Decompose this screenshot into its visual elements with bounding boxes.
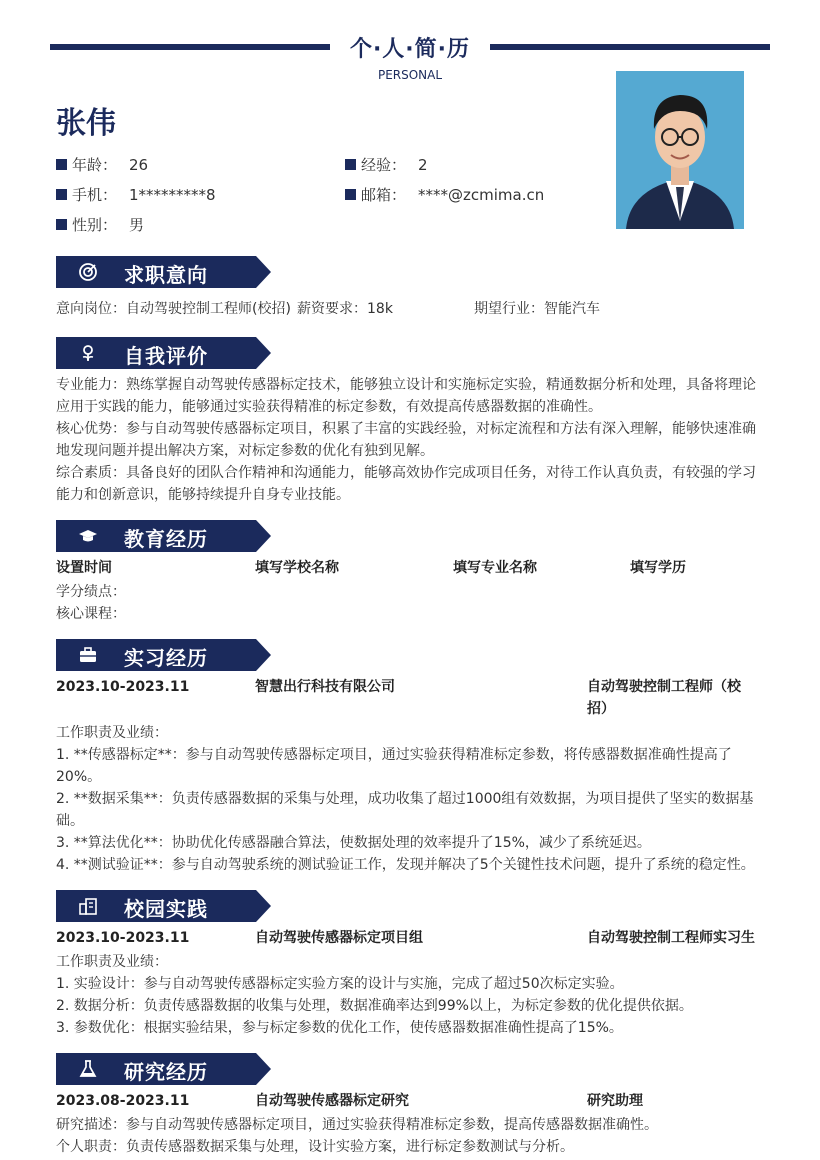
intern-item-4: 4. **测试验证**：参与自动驾驶系统的测试验证工作，发现并解决了5个关键性技术问题，提升了系统的稳定性。 <box>56 857 755 873</box>
bullet-square-icon <box>56 159 67 170</box>
research-project: 自动驾驶传感器标定研究 <box>255 1093 409 1109</box>
intern-item-2: 2. **数据采集**：负责传感器数据的采集与处理，成功收集了超过1000组有效数据，为项目提供了坚实的数据基础。 <box>56 791 754 829</box>
intent-salary: 薪资要求：18k <box>297 301 393 317</box>
bullet-square-icon <box>56 219 67 230</box>
bullet-square-icon <box>345 189 356 200</box>
campus-item-2: 2. 数据分析：负责传感器数据的收集与处理，数据准确率达到99%以上，为标定参数的优化提供依据。 <box>56 998 693 1014</box>
gender-field: 性别： 男 <box>56 214 144 235</box>
candidate-name: 张伟 <box>56 106 116 141</box>
bullet-square-icon <box>345 159 356 170</box>
resume-subtitle: PERSONAL <box>377 68 443 82</box>
intent-position: 意向岗位：自动驾驶控制工程师(校招) <box>56 301 291 317</box>
experience-field: 经验： 2 <box>345 154 428 175</box>
target-icon <box>78 262 98 282</box>
campus-time: 2023.10-2023.11 <box>56 930 190 946</box>
edu-school: 填写学校名称 <box>255 560 339 576</box>
graduation-cap-icon <box>78 526 98 546</box>
campus-duty-label: 工作职责及业绩： <box>56 954 168 970</box>
section-header-education: 教育经历 <box>56 520 271 552</box>
section-header-intent: 求职意向 <box>56 256 271 288</box>
header-line-right <box>490 44 770 50</box>
edu-gpa: 学分绩点： <box>56 584 126 600</box>
campus-role: 自动驾驶控制工程师实习生 <box>587 930 755 946</box>
age-field: 年龄： 26 <box>56 154 148 175</box>
self-eval-professional: 专业能力：熟练掌握自动驾驶传感器标定技术，能够独立设计和实施标定实验，精通数据分析和处理，具备将理论应用于实践的能力，能够通过实验获得精准的标定参数，有效提高传感器数据的准确性。 <box>56 377 756 415</box>
section-header-campus: 校园实践 <box>56 890 271 922</box>
section-header-research: 研究经历 <box>56 1053 271 1085</box>
intern-time: 2023.10-2023.11 <box>56 679 190 695</box>
intern-company: 智慧出行科技有限公司 <box>255 679 395 695</box>
flower-icon <box>78 343 98 363</box>
section-header-self-eval: 自我评价 <box>56 337 271 369</box>
intent-industry: 期望行业：智能汽车 <box>474 301 600 317</box>
campus-item-3: 3. 参数优化：根据实验结果，参与标定参数的优化工作，使传感器数据准确性提高了15%。 <box>56 1020 623 1036</box>
phone-field: 手机： 1*********8 <box>56 184 216 205</box>
campus-item-1: 1. 实验设计：参与自动驾驶传感器标定实验方案的设计与实施，完成了超过50次标定实验。 <box>56 976 624 992</box>
edu-major: 填写专业名称 <box>453 560 537 576</box>
edu-courses: 核心课程： <box>56 606 126 622</box>
intern-duty-label: 工作职责及业绩： <box>56 725 168 741</box>
email-field: 邮箱： ****@zcmima.cn <box>345 184 544 205</box>
research-description: 研究描述：参与自动驾驶传感器标定项目，通过实验获得精准标定参数，提高传感器数据准确性。 <box>56 1117 658 1133</box>
research-duty: 个人职责：负责传感器数据采集与处理，设计实验方案，进行标定参数测试与分析。 <box>56 1139 574 1155</box>
self-eval-strength: 核心优势：参与自动驾驶传感器标定项目，积累了丰富的实践经验，对标定流程和方法有深入理解，能够快速准确地发现问题并提出解决方案，对标定参数的优化有独到见解。 <box>56 421 756 459</box>
header-line-left <box>50 44 330 50</box>
intern-item-3: 3. **算法优化**：协助优化传感器融合算法，使数据处理的效率提升了15%，减少了系统延迟。 <box>56 835 651 851</box>
flask-icon <box>78 1059 98 1079</box>
briefcase-icon <box>78 645 98 665</box>
resume-title: 个·人·简·历 <box>349 37 471 62</box>
edu-time: 设置时间 <box>56 560 112 576</box>
self-eval-quality: 综合素质：具备良好的团队合作精神和沟通能力，能够高效协作完成项目任务，对待工作认真负责，有较强的学习能力和创新意识，能够持续提升自身专业技能。 <box>56 465 756 503</box>
edu-degree: 填写学历 <box>630 560 686 576</box>
research-role: 研究助理 <box>587 1093 643 1109</box>
campus-project: 自动驾驶传感器标定项目组 <box>255 930 423 946</box>
research-time: 2023.08-2023.11 <box>56 1093 190 1109</box>
intern-item-1: 1. **传感器标定**：参与自动驾驶传感器标定项目，通过实验获得精准标定参数，将传感器数据准确性提高了20%。 <box>56 747 732 785</box>
intern-role: 自动驾驶控制工程师（校招） <box>587 679 741 717</box>
profile-photo <box>616 71 744 229</box>
section-header-internship: 实习经历 <box>56 639 271 671</box>
bullet-square-icon <box>56 189 67 200</box>
building-icon <box>78 896 98 916</box>
